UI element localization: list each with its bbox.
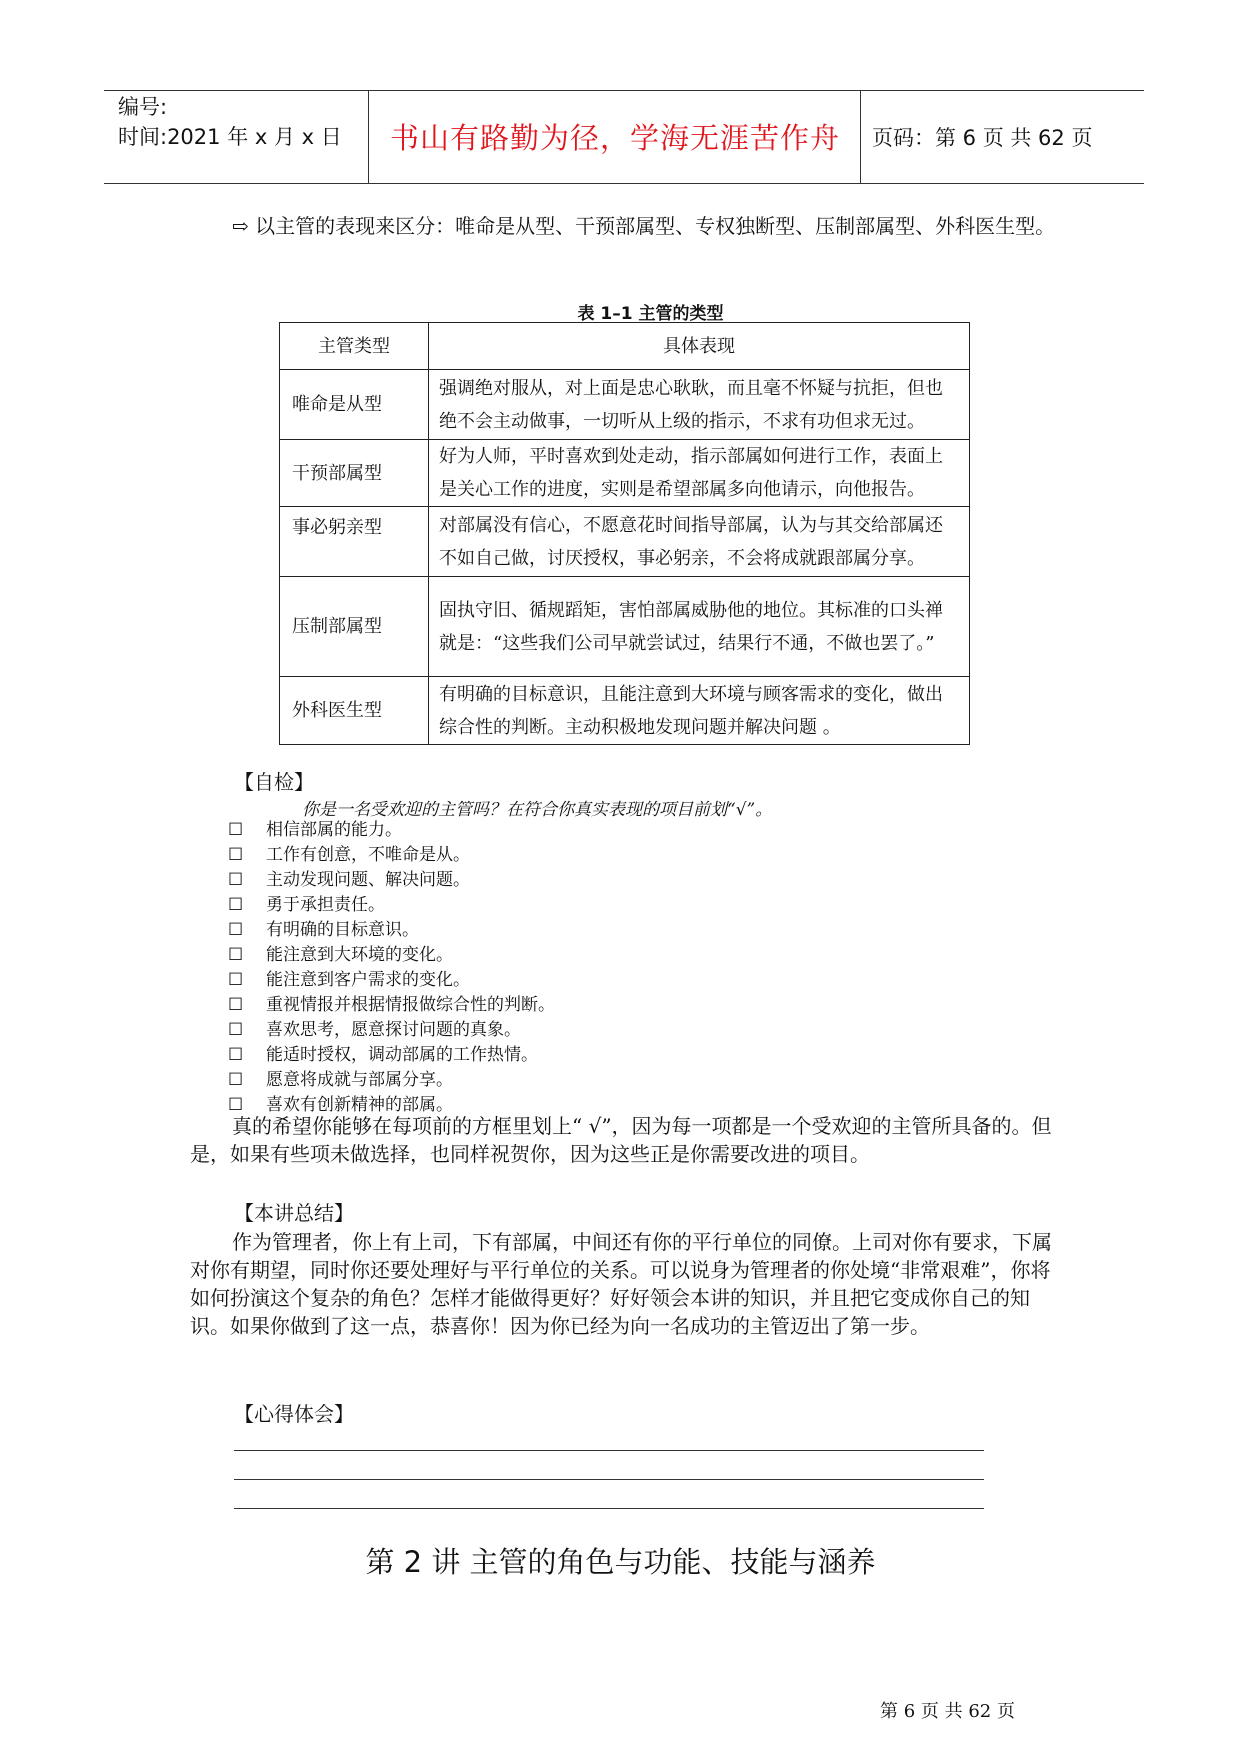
next-lecture-title: 第 2 讲 主管的角色与功能、技能与涵养 [365, 1545, 876, 1579]
checklist-item-label: 有明确的目标意识。 [266, 920, 419, 940]
header-motto: 书山有路勤为径，学海无涯苦作舟 [389, 121, 840, 155]
header-divider-left [368, 90, 369, 183]
intro-paragraph: ⇨ 以主管的表现来区分：唯命是从型、干预部属型、专权独断型、压制部属型、外科医生型。 [232, 214, 1056, 238]
checkbox-icon[interactable]: ☐ [228, 1070, 244, 1090]
checkbox-icon[interactable]: ☐ [228, 945, 244, 965]
reflection-title: 【心得体会】 [234, 1402, 354, 1426]
checklist-item-label: 愿意将成就与部属分享。 [266, 1070, 453, 1090]
table-row [280, 440, 970, 507]
checkbox-icon[interactable]: ☐ [228, 995, 244, 1015]
manager-type-cell: 压制部属型 [280, 577, 429, 677]
header-divider-right [860, 90, 861, 183]
checkbox-icon[interactable]: ☐ [228, 845, 244, 865]
self-check-closing: 真的希望你能够在每项前的方框里划上“ √”，因为每一项都是一个受欢迎的主管所具备的。但是，如果有些项未做选择，也同样祝贺你，因为这些正是你需要改进的项目。 [190, 1114, 1052, 1166]
document-number: 编号: [118, 95, 168, 119]
checklist-item [228, 968, 555, 993]
checkbox-icon[interactable]: ☐ [228, 970, 244, 990]
checkbox-icon[interactable]: ☐ [228, 1045, 244, 1065]
header-meta [118, 92, 342, 152]
footer-page-number: 第 6 页 共 62 页 [880, 1701, 1015, 1722]
checklist-item-label: 勇于承担责任。 [266, 895, 385, 915]
reflection-line[interactable] [234, 1479, 984, 1480]
checklist-item-label: 能注意到客户需求的变化。 [266, 970, 470, 990]
summary-paragraph: 作为管理者，你上有上司，下有部属，中间还有你的平行单位的同僚。上司对你有要求，下属对你有期望，同时你还要处理好与平行单位的关系。可以说身为管理者的你处境“非常艰难”，你将如何扮演这个复杂的角色？怎样才能做得更好？好好领会本讲的知识，并且把它变成你自己的知识。如果你做到了这一点，恭喜你！因为你已经为向一名成功的主管迈出了第一步。 [190, 1230, 1052, 1338]
manager-type-cell: 唯命是从型 [280, 370, 429, 440]
checklist-item [228, 868, 555, 893]
table-header-cell: 主管类型 [280, 323, 429, 370]
table-caption: 表 1–1 主管的类型 [577, 304, 724, 324]
checklist-item-label: 喜欢思考，愿意探讨问题的真象。 [266, 1020, 521, 1040]
checkbox-icon[interactable]: ☐ [228, 920, 244, 940]
checklist-item [228, 893, 555, 918]
header-page-number: 页码：第 6 页 共 62 页 [872, 126, 1093, 150]
document-date: 时间:2021 年 x 月 x 日 [118, 125, 342, 149]
header-top-rule [104, 90, 1144, 91]
checklist-item-label: 重视情报并根据情报做综合性的判断。 [266, 995, 555, 1015]
manager-type-cell: 事必躬亲型 [280, 507, 429, 577]
manager-description-cell: 好为人师，平时喜欢到处走动，指示部属如何进行工作，表面上是关心工作的进度，实则是希望部属多向他请示，向他报告。 [429, 440, 970, 507]
checklist-item [228, 993, 555, 1018]
table-header-cell: 具体表现 [429, 323, 970, 370]
header-bottom-rule [104, 183, 1144, 184]
checklist-item [228, 943, 555, 968]
manager-description-cell: 强调绝对服从，对上面是忠心耿耿，而且毫不怀疑与抗拒，但也绝不会主动做事，一切听从上级的指示，不求有功但求无过。 [429, 370, 970, 440]
checklist-item-label: 喜欢有创新精神的部属。 [266, 1095, 453, 1115]
checkbox-icon[interactable]: ☐ [228, 895, 244, 915]
summary-title: 【本讲总结】 [234, 1201, 354, 1225]
table-row [280, 370, 970, 440]
self-check-list [228, 818, 555, 1118]
checkbox-icon[interactable]: ☐ [228, 1020, 244, 1040]
checklist-item [228, 1018, 555, 1043]
table-header-row [280, 323, 970, 370]
manager-type-cell: 外科医生型 [280, 677, 429, 745]
checklist-item [228, 1068, 555, 1093]
table-row [280, 677, 970, 745]
self-check-title: 【自检】 [234, 770, 314, 794]
checklist-item [228, 1043, 555, 1068]
manager-type-cell: 干预部属型 [280, 440, 429, 507]
checkbox-icon[interactable]: ☐ [228, 820, 244, 840]
manager-description-cell: 对部属没有信心，不愿意花时间指导部属，认为与其交给部属还不如自己做，讨厌授权，事必躬亲，不会将成就跟部属分享。 [429, 507, 970, 577]
checklist-item [228, 843, 555, 868]
table-row [280, 577, 970, 677]
reflection-line[interactable] [234, 1450, 984, 1451]
checklist-item-label: 工作有创意，不唯命是从。 [266, 845, 470, 865]
manager-description-cell: 固执守旧、循规蹈矩，害怕部属威胁他的地位。其标准的口头禅就是：“这些我们公司早就尝试过，结果行不通，不做也罢了。” [429, 577, 970, 677]
checklist-item-label: 主动发现问题、解决问题。 [266, 870, 470, 890]
manager-types-table [279, 322, 970, 745]
checklist-item-label: 能注意到大环境的变化。 [266, 945, 453, 965]
reflection-line[interactable] [234, 1508, 984, 1509]
checklist-item-label: 相信部属的能力。 [266, 820, 402, 840]
checkbox-icon[interactable]: ☐ [228, 1095, 244, 1115]
checklist-item [228, 918, 555, 943]
manager-description-cell: 有明确的目标意识，且能注意到大环境与顾客需求的变化，做出综合性的判断。主动积极地发现问题并解决问题 。 [429, 677, 970, 745]
checkbox-icon[interactable]: ☐ [228, 870, 244, 890]
table-row [280, 507, 970, 577]
checklist-item-label: 能适时授权，调动部属的工作热情。 [266, 1045, 538, 1065]
checklist-item [228, 818, 555, 843]
self-check-prompt: 你是一名受欢迎的主管吗？在符合你真实表现的项目前划“√”。 [302, 800, 773, 820]
